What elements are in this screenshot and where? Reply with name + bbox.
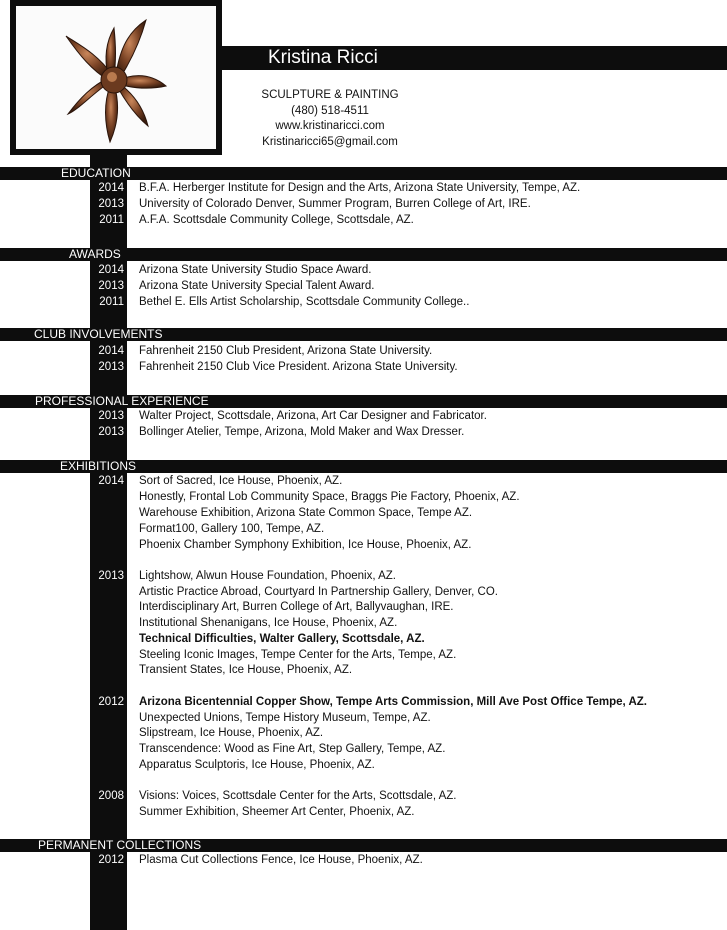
awards-heading: AWARDS <box>69 247 121 261</box>
exhibition-entry: Unexpected Unions, Tempe History Museum, Tempe, AZ. <box>139 712 431 724</box>
education-entry: University of Colorado Denver, Summer Program, Burren College of Art, IRE. <box>139 198 531 210</box>
clubs-entry: Fahrenheit 2150 Club Vice President. Arizona State University. <box>139 361 458 373</box>
collections-entry: Plasma Cut Collections Fence, Ice House, Phoenix, AZ. <box>139 854 423 866</box>
exhibition-entry: Artistic Practice Abroad, Courtyard In Partnership Gallery, Denver, CO. <box>139 586 498 598</box>
education-heading: EDUCATION <box>61 166 131 180</box>
awards-year: 2014 <box>98 264 124 276</box>
phone: (480) 518-4511 <box>291 104 369 117</box>
exhibition-entry: Apparatus Sculptoris, Ice House, Phoenix, AZ. <box>139 759 375 771</box>
exhibition-entry: Sort of Sacred, Ice House, Phoenix, AZ. <box>139 475 343 487</box>
education-year: 2011 <box>99 214 124 226</box>
awards-year: 2011 <box>99 296 124 308</box>
exhibitions-heading: EXHIBITIONS <box>60 459 137 473</box>
exhibition-entry: Institutional Shenanigans, Ice House, Phoenix, AZ. <box>139 617 398 629</box>
email-link[interactable]: Kristinaricci65@gmail.com <box>262 135 398 148</box>
exhibition-entry: Steeling Iconic Images, Tempe Center for the Arts, Tempe, AZ. <box>139 649 457 661</box>
experience-year: 2013 <box>98 426 124 438</box>
collections-heading: PERMANENT COLLECTIONS <box>38 838 202 852</box>
portfolio-photo-frame <box>10 0 222 155</box>
education-year: 2014 <box>98 182 124 194</box>
exhibition-entry-highlighted: Arizona Bicentennial Copper Show, Tempe Arts Commission, Mill Ave Post Office Tempe, AZ. <box>139 696 647 708</box>
awards-entry: Bethel E. Ells Artist Scholarship, Scottsdale Community College.. <box>139 296 470 308</box>
discipline: SCULPTURE & PAINTING <box>261 89 399 101</box>
website-link[interactable]: www.kristinaricci.com <box>275 120 385 132</box>
awards-year: 2013 <box>98 280 124 292</box>
contact-block <box>240 88 420 150</box>
experience-heading: PROFESSIONAL EXPERIENCE <box>35 394 209 408</box>
exhibition-entry: Phoenix Chamber Symphony Exhibition, Ice House, Phoenix, AZ. <box>139 539 472 551</box>
education-entry: A.F.A. Scottsdale Community College, Scottsdale, AZ. <box>139 214 414 226</box>
exhibition-entry: Transcendence: Wood as Fine Art, Step Gallery, Tempe, AZ. <box>139 743 446 755</box>
exhibition-entry: Format100, Gallery 100, Tempe, AZ. <box>139 523 325 535</box>
clubs-year: 2013 <box>98 361 124 373</box>
exhibitions-year: 2013 <box>98 570 124 582</box>
exhibition-entry: Lightshow, Alwun House Foundation, Phoenix, AZ. <box>139 570 396 582</box>
awards-entry: Arizona State University Special Talent Award. <box>139 280 375 292</box>
awards-entry: Arizona State University Studio Space Award. <box>139 264 372 276</box>
education-year: 2013 <box>98 198 124 210</box>
artist-name: Kristina Ricci <box>268 47 378 68</box>
experience-entry: Walter Project, Scottsdale, Arizona, Art Car Designer and Fabricator. <box>139 410 487 422</box>
exhibition-entry-highlighted: Technical Difficulties, Walter Gallery, Scottsdale, AZ. <box>139 633 425 645</box>
exhibition-entry: Slipstream, Ice House, Phoenix, AZ. <box>139 727 324 739</box>
clubs-year: 2014 <box>98 345 124 357</box>
exhibitions-year: 2012 <box>98 696 124 708</box>
clubs-heading: CLUB INVOLVEMENTS <box>34 327 163 341</box>
copper-flower-sculpture-image <box>58 14 168 144</box>
exhibition-entry: Honestly, Frontal Lob Community Space, Braggs Pie Factory, Phoenix, AZ. <box>139 491 520 503</box>
exhibitions-year: 2014 <box>98 475 124 487</box>
exhibition-entry: Interdisciplinary Art, Burren College of Art, Ballyvaughan, IRE. <box>139 601 454 613</box>
experience-year: 2013 <box>98 410 124 422</box>
education-entry: B.F.A. Herberger Institute for Design and the Arts, Arizona State University, Tempe, AZ. <box>139 182 581 194</box>
exhibition-entry: Visions: Voices, Scottsdale Center for the Arts, Scottsdale, AZ. <box>139 790 457 802</box>
sculpture-photo <box>16 6 216 149</box>
collections-year: 2012 <box>98 854 124 866</box>
exhibitions-year: 2008 <box>98 790 124 802</box>
exhibition-entry: Warehouse Exhibition, Arizona State Common Space, Tempe AZ. <box>139 507 473 519</box>
clubs-entry: Fahrenheit 2150 Club President, Arizona State University. <box>139 345 433 357</box>
experience-entry: Bollinger Atelier, Tempe, Arizona, Mold Maker and Wax Dresser. <box>139 426 465 438</box>
exhibition-entry: Transient States, Ice House, Phoenix, AZ. <box>139 664 353 676</box>
exhibition-entry: Summer Exhibition, Sheemer Art Center, Phoenix, AZ. <box>139 806 415 818</box>
